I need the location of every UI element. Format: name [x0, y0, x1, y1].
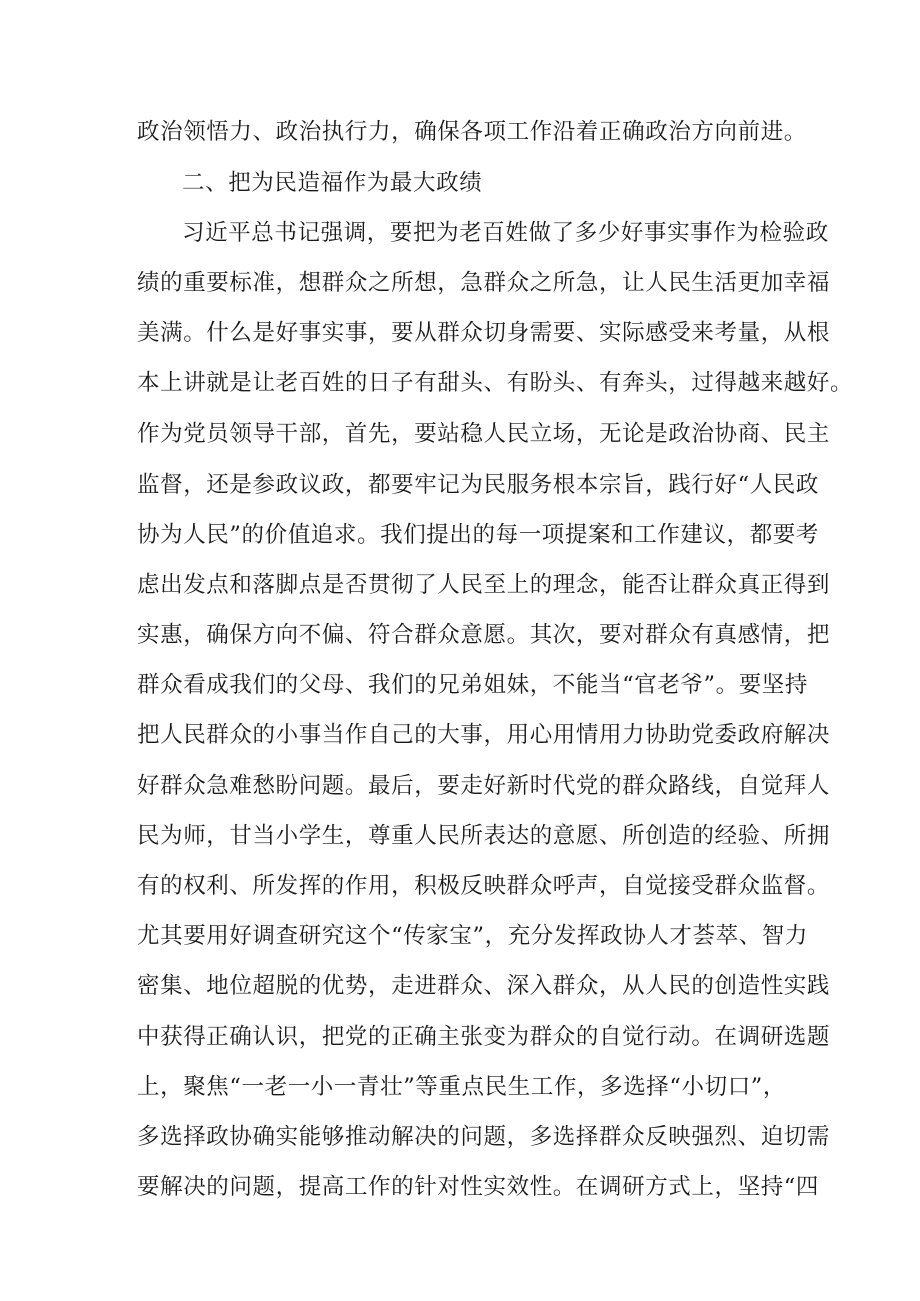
text-line: 多选择政协确实能够推动解决的问题，多选择群众反映强烈、迫切需: [137, 1124, 831, 1150]
text-line: 监督，还是参政议政，都要牢记为民服务根本宗旨，践行好“人民政: [137, 472, 820, 498]
text-line: 群众看成我们的父母、我们的兄弟姐妹，不能当“官老爷”。要坚持: [137, 672, 809, 698]
text-line: 密集、地位超脱的优势，走进群众、深入群众，从人民的创造性实践: [137, 973, 831, 999]
text-line: 习近平总书记强调，要把为老百姓做了多少好事实事作为检验政: [182, 220, 829, 246]
text-line: 绩的重要标准，想群众之所想，急群众之所急，让人民生活更加幸福: [137, 270, 831, 296]
text-line: 实惠，确保方向不偏、符合群众意愿。其次，要对群众有真感情，把: [137, 622, 831, 648]
text-line: 本上讲就是让老百姓的日子有甜头、有盼头、有奔头，过得越来越好。: [137, 370, 854, 396]
text-line: 要解决的问题，提高工作的针对性实效性。在调研方式上，坚持“四: [137, 1174, 820, 1200]
text-line: 有的权利、所发挥的作用，积极反映群众呼声，自觉接受群众监督。: [137, 873, 831, 899]
text-line: 作为党员领导干部，首先，要站稳人民立场，无论是政治协商、民主: [137, 421, 831, 447]
text-line: 虑出发点和落脚点是否贯彻了人民至上的理念，能否让群众真正得到: [137, 572, 831, 598]
section-heading: 二、把为民造福作为最大政绩: [182, 170, 483, 196]
text-line: 尤其要用好调查研究这个“传家宝”，充分发挥政协人才荟萃、智力: [137, 923, 809, 949]
text-line: 美满。什么是好事实事，要从群众切身需要、实际感受来考量，从根: [137, 320, 831, 346]
text-line: 好群众急难愁盼问题。最后，要走好新时代党的群众路线，自觉拜人: [137, 773, 831, 799]
text-line: 把人民群众的小事当作自己的大事，用心用情用力协助党委政府解决: [137, 722, 831, 748]
text-line: 协为人民”的价值追求。我们提出的每一项提案和工作建议，都要考: [137, 522, 820, 548]
text-line: 民为师，甘当小学生，尊重人民所表达的意愿、所创造的经验、所拥: [137, 823, 831, 849]
text-line: 政治领悟力、政治执行力，确保各项工作沿着正确政治方向前进。: [137, 119, 807, 145]
text-line: 上，聚焦“一老一小一青壮”等重点民生工作，多选择“小切口”，: [137, 1074, 787, 1100]
text-line: 中获得正确认识，把党的正确主张变为群众的自觉行动。在调研选题: [137, 1024, 831, 1050]
